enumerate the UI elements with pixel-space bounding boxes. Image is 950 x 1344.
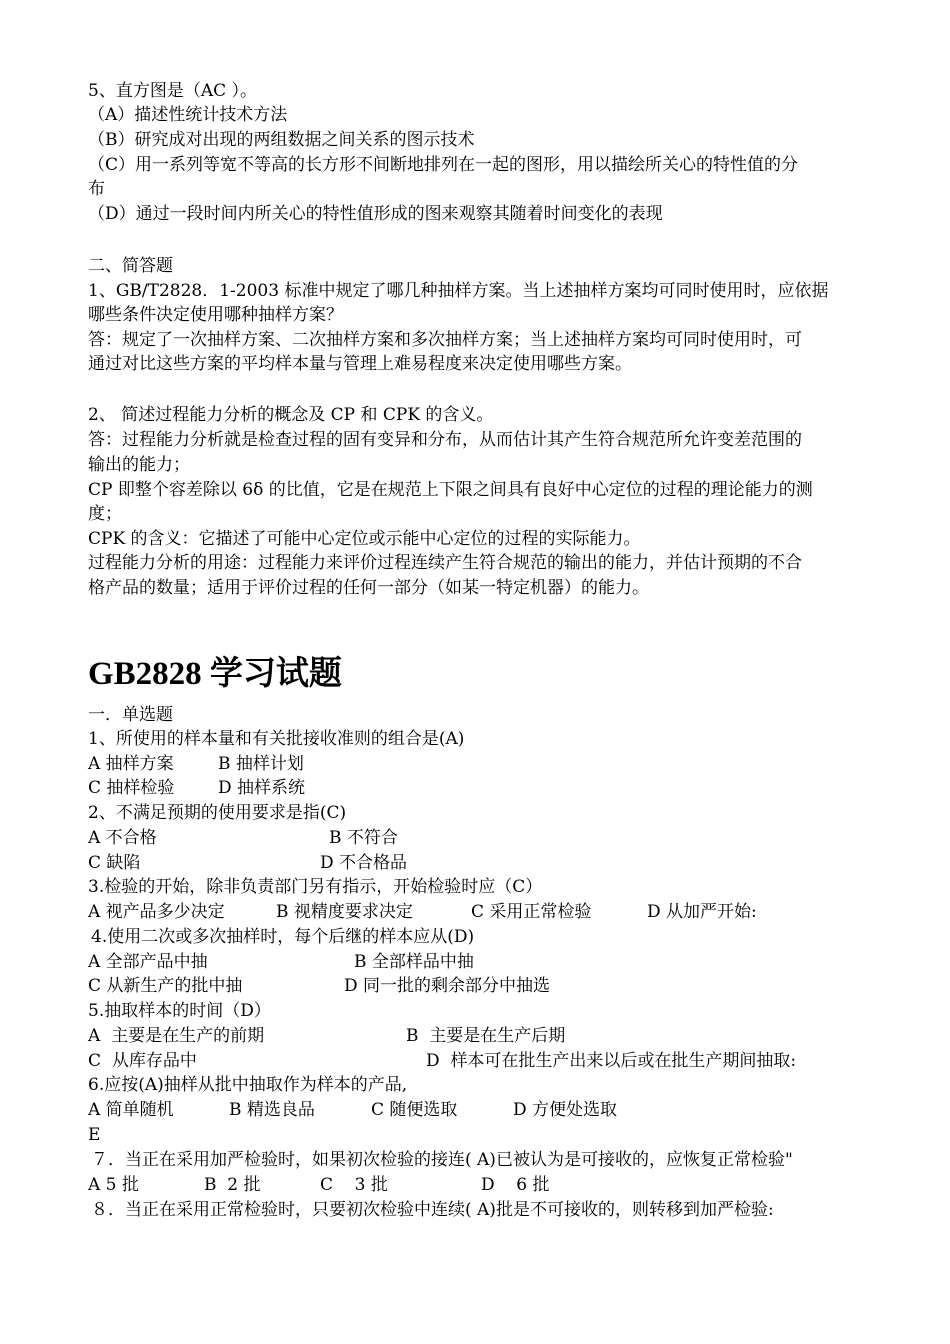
quiz-question-8: ８．当正在采用正常检验时，只要初次检验中连续( A)批是不可接收的，则转移到加严检验: [91,1200,774,1220]
sa-answer-2-line7: 格产品的数量；适用于评价过程的任何一部分（如某一特定机器）的能力。 [88,578,649,598]
quiz-q3-option-c: C 采用正常检验 [471,902,592,922]
quiz-q4-option-b: B 全部样品中抽 [354,952,474,972]
short-answer-heading: 二、简答题 [88,256,173,276]
quiz-q3-option-d: D 从加严开始: [647,902,757,922]
quiz-q5-option-d: D 样本可在批生产出来以后或在批生产期间抽取: [426,1051,797,1071]
sa-answer-2-line2: 输出的能力； [88,455,190,475]
quiz-q3-option-b: B 视精度要求决定 [276,902,413,922]
option-c-line1: （C）用一系列等宽不等高的长方形不间断地排列在一起的图形，用以描绘所关心的特性值的分 [88,155,799,175]
quiz-q5-option-c: C 从库存品中 [88,1051,197,1071]
quiz-q7-option-a: A 5 批 [88,1175,139,1195]
quiz-q4-option-c: C 从新生产的批中抽 [88,976,243,996]
sa-answer-2-line5: CPK 的含义：它描述了可能中心定位或示能中心定位的过程的实际能力。 [88,529,641,549]
quiz-q6-option-d: D 方便处选取 [513,1100,618,1120]
sa-answer-1-line2: 通过对比这些方案的平均样本量与管理上难易程度来决定使用哪些方案。 [88,354,632,374]
quiz-question-1: 1、所使用的样本量和有关批接收准则的组合是(A) [88,729,465,749]
quiz-q4-option-a: A 全部产品中抽 [88,952,208,972]
sa-question-2: 2、 简述过程能力分析的概念及 CP 和 CPK 的含义。 [88,405,494,425]
quiz-question-2: 2、不满足预期的使用要求是指(C) [88,803,347,823]
quiz-q7-option-c: C 3 批 [320,1175,388,1195]
quiz-q2-option-c: C 缺陷 [88,853,141,873]
quiz-q2-option-a: A 不合格 [88,828,157,848]
sa-answer-2-line1: 答：过程能力分析就是检查过程的固有变异和分布，从而估计其产生符合规范所允许变差范围的 [88,430,802,450]
quiz-q6-option-e: E [88,1125,101,1145]
quiz-q7-option-b: B 2 批 [204,1175,261,1195]
quiz-q1-option-b: B 抽样计划 [218,754,304,774]
sa-answer-2-line6: 过程能力分析的用途：过程能力来评价过程连续产生符合规范的输出的能力，并估计预期的不合 [88,553,802,573]
quiz-q7-option-d: D 6 批 [481,1175,550,1195]
quiz-q1-option-a: A 抽样方案 [88,754,174,774]
quiz-question-5: 5.抽取样本的时间（D） [88,1001,271,1021]
sa-answer-2-line3: CP 即整个容差除以 6δ 的比值，它是在规范上下限之间具有良好中心定位的过程的理论能力的测 [88,480,813,500]
option-a: （A）描述性统计技术方法 [88,105,288,125]
option-d: （D）通过一段时间内所关心的特性值形成的图来观察其随着时间变化的表现 [88,204,663,224]
quiz-q4-option-d: D 同一批的剩余部分中抽选 [344,976,551,996]
option-c-line2: 布 [88,179,105,199]
quiz-q6-option-b: B 精选良品 [229,1100,315,1120]
quiz-q6-option-a: A 简单随机 [88,1100,174,1120]
quiz-q1-option-d: D 抽样系统 [218,778,306,798]
quiz-question-7: ７．当正在采用加严检验时，如果初次检验的接连( A)已被认为是可接收的，应恢复正常检验" [91,1150,793,1170]
quiz-heading: 一．单选题 [88,705,173,725]
quiz-question-4: 4.使用二次或多次抽样时，每个后继的样本应从(D) [91,927,475,947]
option-b: （B）研究成对出现的两组数据之间关系的图示技术 [88,130,475,150]
quiz-q5-option-b: B 主要是在生产后期 [406,1026,566,1046]
sa-question-1-line1: 1、GB/T2828．1-2003 标准中规定了哪几种抽样方案。当上述抽样方案均可同时使用时，应依据 [88,281,829,301]
quiz-q1-option-c: C 抽样检验 [88,778,175,798]
question-5: 5、直方图是（AC ）。 [88,81,258,101]
sa-question-1-line2: 哪些条件决定使用哪种抽样方案？ [88,305,343,325]
quiz-q5-option-a: A 主要是在生产的前期 [88,1026,265,1046]
sa-answer-1-line1: 答：规定了一次抽样方案、二次抽样方案和多次抽样方案；当上述抽样方案均可同时使用时，可 [88,330,802,350]
quiz-question-3: 3.检验的开始，除非负责部门另有指示，开始检验时应（C） [88,877,543,897]
quiz-q2-option-d: D 不合格品 [320,853,408,873]
quiz-q6-option-c: C 随便选取 [371,1100,458,1120]
sa-answer-2-line4: 度； [88,504,122,524]
quiz-title: GB2828 学习试题 [88,656,342,692]
quiz-q3-option-a: A 视产品多少决定 [88,902,225,922]
quiz-question-6: 6.应按(A)抽样从批中抽取作为样本的产品, [88,1075,408,1095]
quiz-q2-option-b: B 不符合 [329,828,398,848]
